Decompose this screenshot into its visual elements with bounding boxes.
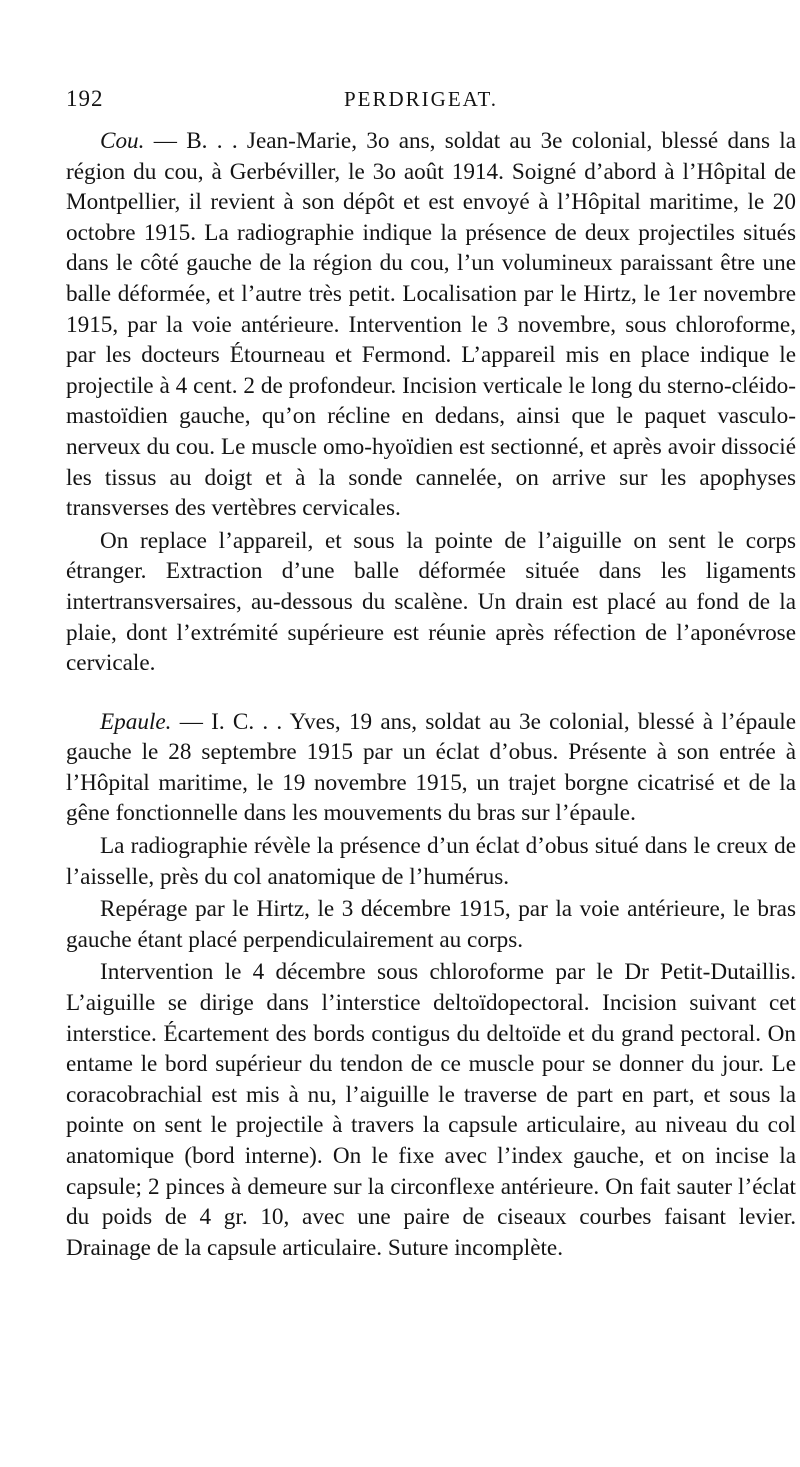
paragraph-text: — B. . . Jean-Marie, 3o ans, soldat au 3e colonial, blessé dans la région du cou, à Gerbéviller, le 3o août 1914. Soigné d’abord à l’Hôpital de Montpellier, il revient à son dépôt et est envoyé à l’Hôpital maritime, le 20 octobre 1915. La radiographie indique la présence de deux projectiles situés dans le côté gauche de la région du cou, l’un volumineux paraissant être une balle déformée, et l’autre très petit. Localisation par le Hirtz, le 1er novembre 1915, par la voie antérieure. Intervention le 3 novembre, sous chloroforme, par les docteurs Étourneau et Fermond. L’appareil mis en place indique le projectile à 4 cent. 2 de profondeur. Incision verticale le long du sterno-cléido-mastoïdien gauche, qu’on récline en dedans, ainsi que le paquet vasculo-nerveux du cou. Le muscle omo-hyoïdien est sectionné, et après avoir dissocié les tissus au doigt et à la sonde cannelée, on arrive sur les apophyses transverses des vertèbres cervicales. (66, 128, 796, 522)
paragraph (66, 526, 796, 679)
paragraph (66, 894, 796, 955)
paragraph-text: Intervention le 4 décembre sous chloroforme par le Dr Petit-Dutaillis. L’aiguille se dirige dans l’interstice deltoïdopectoral. Incision suivant cet interstice. Écartement des bords contigus du deltoïde et du grand pectoral. On entame le bord supérieur du tendon de ce muscle pour se donner du jour. Le coracobrachial est mis à nu, l’aiguille le traverse de part en part, et sous la pointe on sent le projectile à travers la capsule articulaire, au niveau du col anatomique (bord interne). On le fixe avec l’index gauche, et on incise la capsule; 2 pinces à demeure sur la circonflexe antérieure. On fait sauter l’éclat du poids de 4 gr. 10, avec une paire de ciseaux courbes faisant levier. Drainage de la capsule articulaire. Suture incomplète. (66, 959, 796, 1261)
document-page (66, 86, 796, 1263)
paragraph-text: — I. C. . . Yves, 19 ans, soldat au 3e colonial, blessé à l’épaule gauche le 28 septembre 1915 par un éclat d’obus. Présente à son entrée à l’Hôpital maritime, le 19 novembre 1915, un trajet borgne cicatrisé et de la gêne fonctionnelle dans les mouvements du bras sur l’épaule. (66, 708, 796, 827)
paragraph-cou (66, 126, 796, 524)
page-number: 192 (66, 86, 104, 111)
paragraph (66, 957, 796, 1263)
section-lead-epaule: Epaule. (100, 708, 172, 735)
running-head: PERDRIGEAT. (343, 87, 499, 111)
section-lead-cou: Cou. (100, 128, 145, 154)
paragraph-epaule (66, 707, 796, 829)
paragraph-text: Repérage par le Hirtz, le 3 décembre 1915, par la voie antérieure, le bras gauche étant placé perpendiculairement au corps. (66, 896, 796, 953)
paragraph-text: On replace l’appareil, et sous la pointe de l’aiguille on sent le corps étranger. Extraction d’une balle déformée située dans les ligaments intertransversaires, au-dessous du scalène. Un drain est placé au fond de la plaie, dont l’extrémité supérieure est réunie après réfection de l’aponévrose cervicale. (66, 527, 796, 677)
paragraph-text: La radiographie révèle la présence d’un éclat d’obus situé dans le creux de l’aisselle, près du col anatomique de l’humérus. (66, 833, 796, 890)
page-header (66, 86, 796, 126)
paragraph (66, 831, 796, 892)
